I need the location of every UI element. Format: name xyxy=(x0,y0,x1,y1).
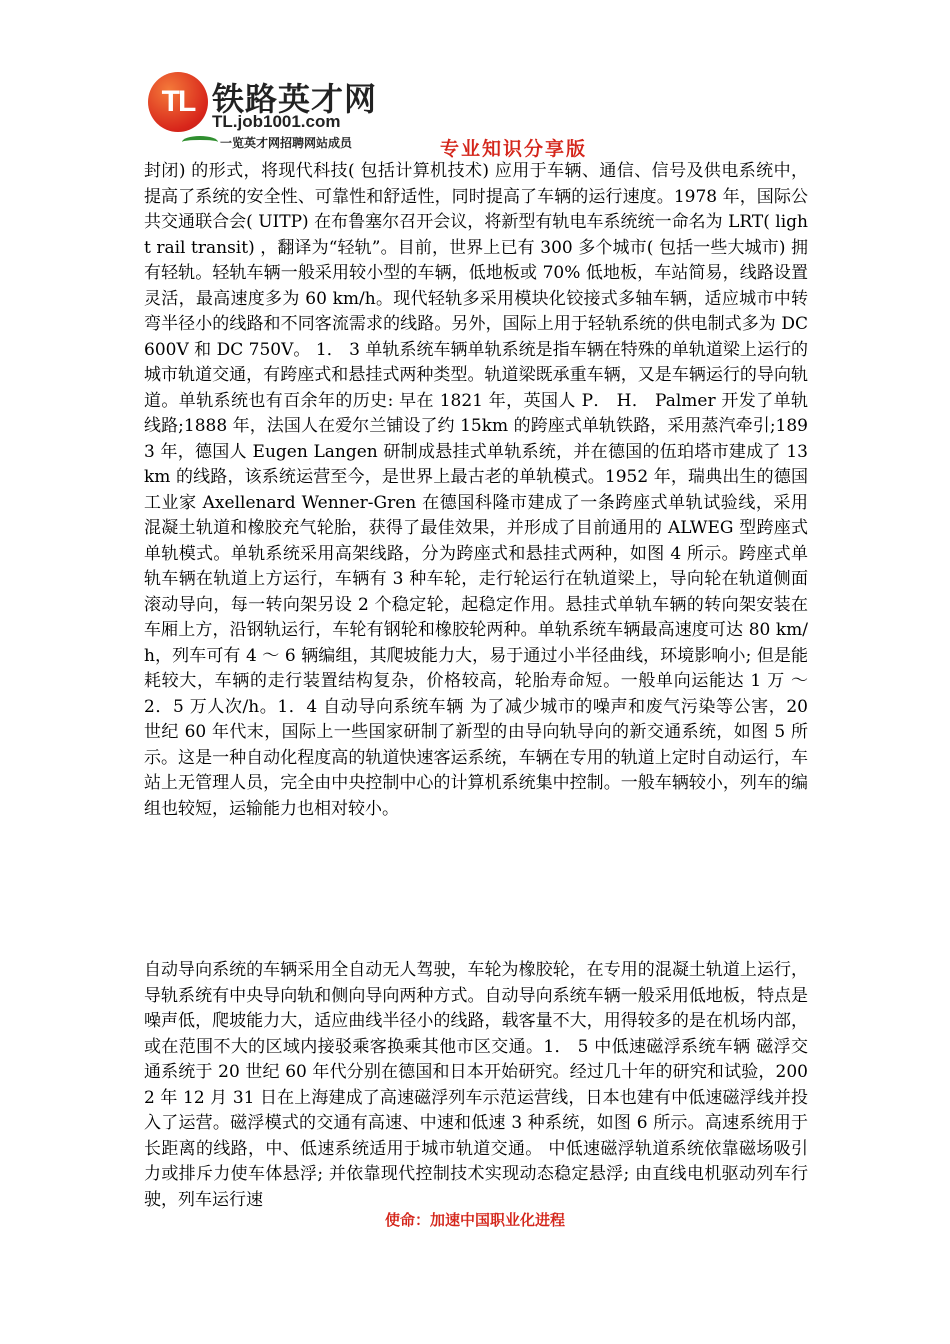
site-name: 铁路英才网 xyxy=(212,81,378,117)
footer-mission: 使命：加速中国职业化进程 xyxy=(384,1211,565,1229)
page-header xyxy=(140,68,620,160)
body-paragraph: 自动导向系统的车辆采用全自动无人驾驶，车轮为橡胶轮，在专用的混凝土轨道上运行，导轨系统有中央导向轨和侧向导向两种方式。自动导向系统车辆一般采用低地板，特点是噪声低，爬坡能力大，适应曲线半径小的线路，载客量不大，用得较多的是在机场内部，或在范围不大的区域内接驳乘客换乘其他市区交通。1． 5 中低速磁浮系统车辆 磁浮交通系统于 20 世纪 60 年代分别在德国和日本开始研究。经过几十年的研究和试验，2002 年 12 月 31 日在上海建成了高速磁浮列车示范运营线，日本也建有中低速磁浮线并投入了运营。磁浮模式的交通有高速、中速和低速 3 种系统，如图 6 所示。高速系统用于长距离的线路，中、低速系统适用于城市轨道交通。 中低速磁浮轨道系统依靠磁场吸引力或排斥力使车体悬浮; 并依靠现代控制技术实现动态稳定悬浮; 由直线电机驱动列车行驶，列车运行速 xyxy=(144,960,808,1210)
swoosh-icon xyxy=(182,136,218,148)
site-slogan: 一览英才网招聘网站成员 xyxy=(220,136,353,150)
logo-mark: TL xyxy=(148,72,208,132)
site-url: TL.job1001.com xyxy=(212,112,341,131)
body-paragraph: 封闭) 的形式，将现代科技( 包括计算机技术) 应用于车辆、通信、信号及供电系统中，提高了系统的安全性、可靠性和舒适性，同时提高了车辆的运行速度。1978 年，国际公共交通联合会( UITP) 在布鲁塞尔召开会议，将新型有轨电车系统统一命名为 LRT( light rail transit) ，翻译为“轻轨”。目前，世界上已有 300 多个城市( 包括一些大城市) 拥有轻轨。轻轨车辆一般采用较小型的车辆，低地板或 70% 低地板，车站简易，线路设置灵活，最高速度多为 60 km/h。现代轻轨多采用模块化铰接式多轴车辆，适应城市中转弯半径小的线路和不同客流需求的线路。另外，国际上用于轻轨系统的供电制式多为 DC 600V 和 DC 750V。 1． 3 单轨系统车辆单轨系统是指车辆在特殊的单轨道梁上运行的城市轨道交通，有跨座式和悬挂式两种类型。轨道梁既承重车辆，又是车辆运行的导向轨道。单轨系统也有百余年的历史: 早在 1821 年，英国人 P． H． Palmer 开发了单轨线路;1888 年，法国人在爱尔兰铺设了约 15km 的跨座式单轨铁路，采用蒸汽牵引;1893 年，德国人 Eugen Langen 研制成悬挂式单轨系统，并在德国的伍珀塔市建成了 13 km 的线路，该系统运营至今，是世界上最古老的单轨模式。1952 年，瑞典出生的德国工业家 Axellenard Wenner-Gren 在德国科隆市建成了一条跨座式单轨试验线，采用混凝土轨道和橡胶充气轮胎，获得了最佳效果，并形成了目前通用的 ALWEG 型跨座式单轨模式。单轨系统采用高架线路，分为跨座式和悬挂式两种，如图 4 所示。跨座式单轨车辆在轨道上方运行，车辆有 3 种车轮，走行轮运行在轨道梁上，导向轮在轨道侧面滚动导向，每一转向架另设 2 个稳定轮，起稳定作用。悬挂式单轨车辆的转向架安装在车厢上方，沿钢轨运行，车轮有钢轮和橡胶轮两种。单轨系统车辆最高速度可达 80 km/h，列车可有 4 ～ 6 辆编组，其爬坡能力大，易于通过小半径曲线，环境影响小; 但是能耗较大，车辆的走行装置结构复杂，价格较高，轮胎寿命短。一般单向运能达 1 万 ～2．5 万人次/h。1．4 自动导向系统车辆 为了减少城市的噪声和废气污染等公害，20 世纪 60 年代末，国际上一些国家研制了新型的由导向轨导向的新交通系统，如图 5 所示。这是一种自动化程度高的轨道快速客运系统，车辆在专用的轨道上定时自动运行，车站上无管理人员，完全由中央控制中心的计算机系统集中控制。一般车辆较小，列车的编组也较短，运输能力也相对较小。 xyxy=(144,161,808,819)
edition-title: 专业知识分享版 xyxy=(440,138,588,160)
